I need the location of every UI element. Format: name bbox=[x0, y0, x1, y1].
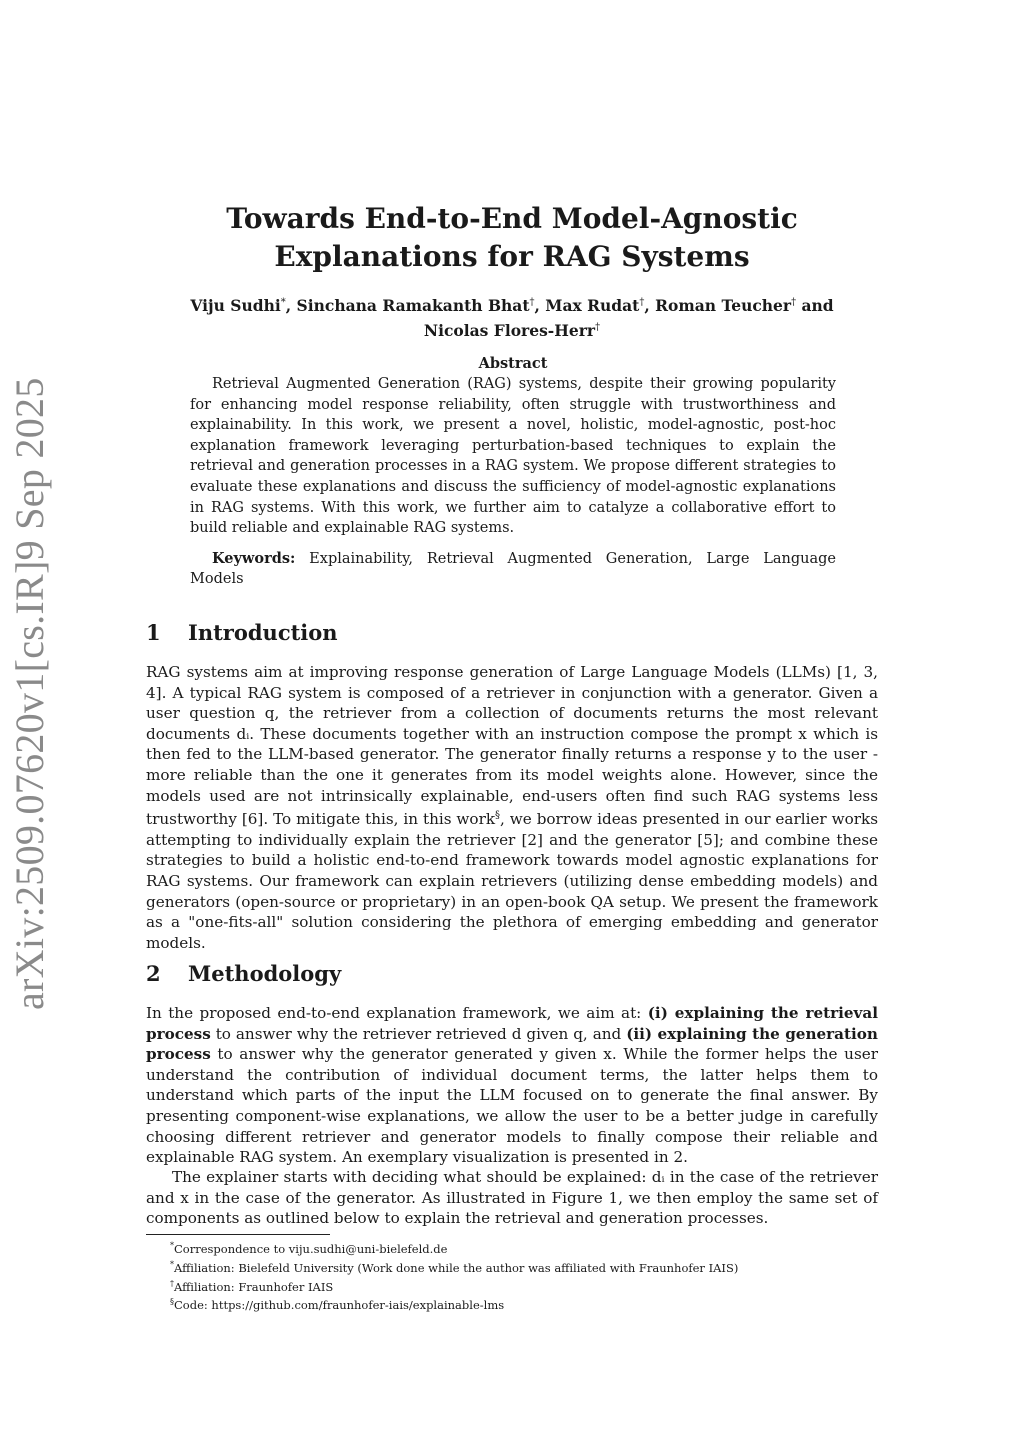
author-mark: † bbox=[595, 322, 601, 334]
author-list bbox=[146, 292, 878, 342]
section-number: 1 bbox=[146, 620, 161, 645]
title-line-1: Towards End-to-End Model-Agnostic bbox=[226, 202, 798, 235]
author-name: , Roman Teucher bbox=[644, 296, 792, 316]
abstract-heading: Abstract bbox=[478, 355, 548, 372]
abstract-block bbox=[190, 354, 836, 590]
author-name: , Max Rudat bbox=[534, 296, 640, 316]
footnote-text: Affiliation: Fraunhofer IAIS bbox=[174, 1279, 334, 1294]
author-mark: † bbox=[639, 297, 645, 308]
title-line-2: Explanations for RAG Systems bbox=[274, 240, 750, 273]
methodology-paragraph-1 bbox=[146, 1003, 878, 1168]
footnote-mark: § bbox=[495, 810, 501, 822]
author-mark: † bbox=[791, 297, 797, 308]
keywords-label: Keywords: bbox=[212, 549, 296, 567]
footnote-mark: † bbox=[170, 1278, 174, 1288]
section-heading-methodology bbox=[146, 960, 341, 988]
author-mark: * bbox=[280, 297, 286, 308]
keywords bbox=[190, 549, 836, 590]
paragraph-text: In the proposed end-to-end explanation framework, we aim at: bbox=[146, 1004, 648, 1022]
paragraph-text: , we borrow ideas presented in our earlier works attempting to individually explain the retriever [2] and the generator [5]; and combine these strategies to build a holistic end-to-end framework towards model agnostic explanations for RAG systems. Our framework can explain retrievers (utilizing dense embedding models) and generators (open-source or proprietary) in an open-book QA setup. We present the framework as a "one-fits-all" solution considering the plethora of emerging embedding and generator models. bbox=[146, 810, 878, 952]
footnote-mark: § bbox=[170, 1297, 174, 1307]
footnote-mark: * bbox=[170, 1241, 174, 1250]
author-conjunction: and bbox=[796, 296, 834, 316]
section-title: Methodology bbox=[188, 961, 342, 986]
emphasis-generation: (ii) explaining the generation process bbox=[146, 1024, 878, 1064]
arxiv-date: 9 Sep 2025 bbox=[7, 377, 52, 561]
paragraph-text: to answer why the retriever retrieved d given q, and bbox=[210, 1024, 627, 1043]
author-mark: † bbox=[529, 297, 535, 308]
footnote-code bbox=[170, 1294, 878, 1313]
footnote-mark: * bbox=[170, 1259, 174, 1269]
authors-line-1 bbox=[146, 292, 878, 317]
author-name: Viju Sudhi bbox=[190, 296, 281, 316]
footnote-text: Code: https://github.com/fraunhofer-iais/explainable-lms bbox=[174, 1298, 505, 1313]
footnote-text: Affiliation: Bielefeld University (Work done while the author was affiliated with Fraunhofer IAIS) bbox=[174, 1260, 739, 1275]
arxiv-category: [cs.IR] bbox=[7, 560, 52, 673]
footnote-affiliation-fraunhofer bbox=[170, 1276, 878, 1295]
footnote-affiliation-bielefeld bbox=[170, 1257, 878, 1276]
section-number: 2 bbox=[146, 961, 161, 986]
section-title: Introduction bbox=[188, 620, 338, 645]
authors-line-2 bbox=[146, 317, 878, 342]
author-name: , Sinchana Ramakanth Bhat bbox=[285, 296, 530, 316]
footnote-divider bbox=[146, 1234, 330, 1235]
keywords-text: Explainability, Retrieval Augmented Generation, Large Language Models bbox=[190, 550, 836, 588]
introduction-paragraph bbox=[146, 662, 878, 953]
abstract-body: Retrieval Augmented Generation (RAG) systems, despite their growing popularity for enhancing model response reliability, often struggle with trustworthiness and explainability. In this work, we present a novel, holistic, model-agnostic, post-hoc explanation framework leveraging perturbation-based techniques to explain the retrieval and generation processes in a RAG system. We propose different strategies to evaluate these explanations and discuss the sufficiency of model-agnostic explanations in RAG systems. With this work, we further aim to catalyze a collaborative effort to build reliable and explainable RAG systems. bbox=[190, 376, 836, 537]
footnote-correspondence bbox=[170, 1238, 878, 1257]
author-name: Nicolas Flores-Herr bbox=[423, 321, 596, 341]
arxiv-id: arXiv:2509.07620v1 bbox=[7, 672, 52, 1010]
methodology-paragraph-2: The explainer starts with deciding what should be explained: dᵢ in the case of the retriever and x in the case of the generator. As illustrated in Figure 1, we then employ the same set of components as outlined below to explain the retrieval and generation processes. bbox=[146, 1168, 878, 1228]
arxiv-sidebar-stamp bbox=[6, 377, 54, 1010]
section-heading-introduction bbox=[146, 619, 338, 647]
emphasis-retrieval: (i) explaining the retrieval process bbox=[146, 1004, 878, 1043]
paragraph-text: RAG systems aim at improving response generation of Large Language Models (LLMs) [1, 3, 4]. A typical RAG system is composed of a retriever in conjunction with a generator. Given a user question q, the retriever from a collection of documents returns the most relevant documents dᵢ. These documents together with an instruction compose the prompt x which is then fed to the LLM-based generator. The generator finally returns a response y to the user - more reliable than the one it generates from its model weights alone. However, since the models used are not intrinsically explainable, end-users often find such RAG systems less trustworthy [6]. To mitigate this, in this work bbox=[146, 663, 878, 829]
footnotes bbox=[170, 1238, 878, 1313]
paragraph-text: to answer why the generator generated y given x. While the former helps the user understand the contribution of individual document terms, the latter helps them to understand which parts of the input the LLM focused on to generate the final answer. By presenting component-wise explanations, we allow the user to be a better judge in carefully choosing different retriever and generator models to finally compose their reliable and explainable RAG system. An exemplary visualization is presented in 2. bbox=[146, 1045, 878, 1167]
paper-title bbox=[146, 200, 878, 276]
footnote-text: Correspondence to viju.sudhi@uni-bielefeld.de bbox=[174, 1241, 448, 1256]
